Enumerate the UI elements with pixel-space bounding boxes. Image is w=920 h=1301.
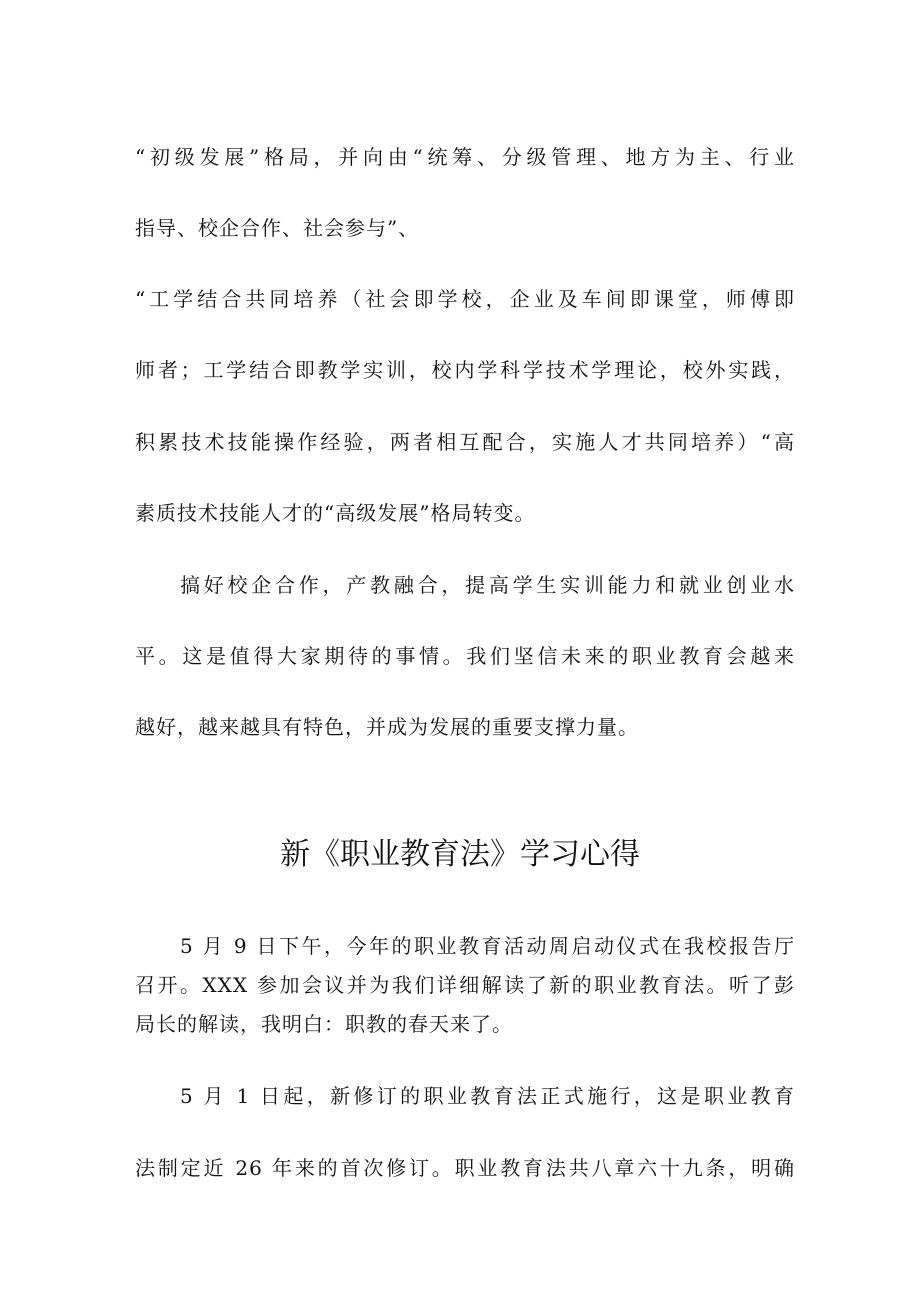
- paragraph-line: 召开。XXX 参加会议并为我们详细解读了新的职业教育法。听了彭: [135, 973, 795, 997]
- paragraph-line: 师者；工学结合即教学实训，校内学科学技术学理论，校外实践，: [135, 358, 795, 382]
- paragraph-line: 法制定近 26 年来的首次修订。职业教育法共八章六十九条，明确: [135, 1156, 795, 1180]
- paragraph-line: “工学结合共同培养（社会即学校，企业及车间即课堂，师傅即: [135, 287, 795, 311]
- paragraph-line: 搞好校企合作，产教融合，提高学生实训能力和就业创业水: [180, 573, 795, 597]
- paragraph-line: 平。这是值得大家期待的事情。我们坚信未来的职业教育会越来: [135, 644, 795, 668]
- paragraph-line: 局长的解读，我明白：职教的春天来了。: [135, 1012, 513, 1036]
- paragraph-line: 积累技术技能操作经验，两者相互配合，实施人才共同培养）“高: [135, 430, 795, 454]
- paragraph-line: 5 月 9 日下午，今年的职业教育活动周启动仪式在我校报告厅: [180, 934, 795, 958]
- paragraph-line: “初级发展”格局，并向由“统筹、分级管理、地方为主、行业: [135, 145, 795, 169]
- document-title: 新《职业教育法》学习心得: [280, 837, 640, 872]
- paragraph-line: 素质技术技能人才的“高级发展”格局转变。: [135, 501, 536, 525]
- paragraph-line: 指导、校企合作、社会参与”、: [135, 216, 420, 240]
- paragraph-line: 越好，越来越具有特色，并成为发展的重要支撑力量。: [135, 715, 639, 739]
- paragraph-line: 5 月 1 日起，新修订的职业教育法正式施行，这是职业教育: [180, 1084, 795, 1108]
